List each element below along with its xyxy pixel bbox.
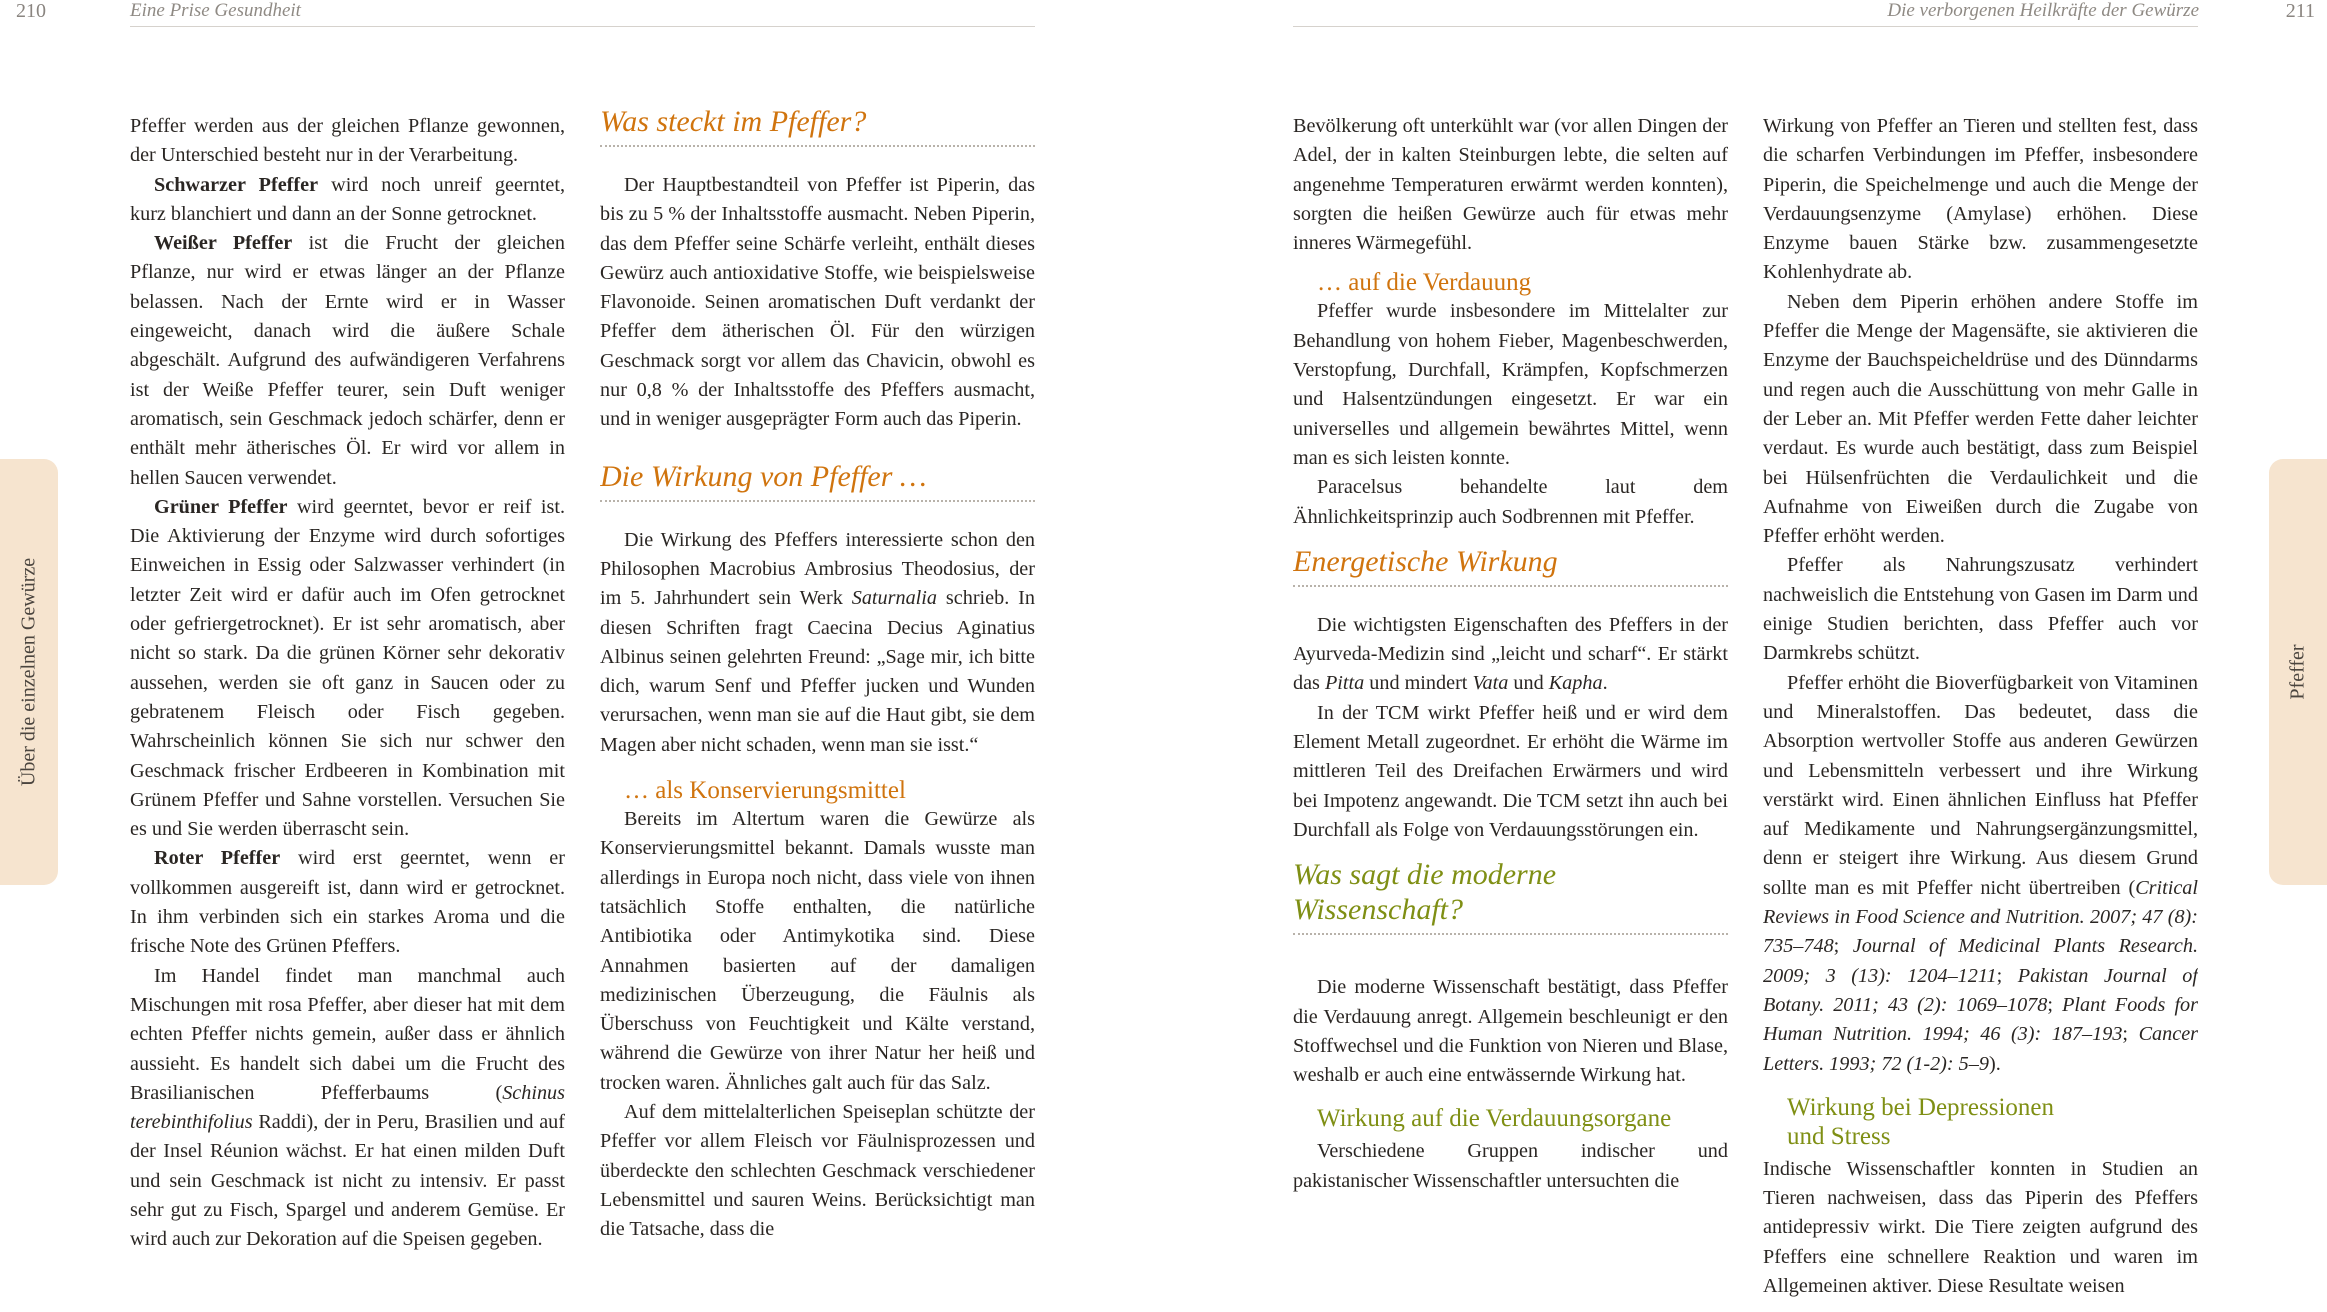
subsection-heading: Wirkung auf die Verdauungsorgane	[1317, 1105, 1672, 1133]
section-heading: Die Wirkung von Pfeffer …	[600, 459, 1035, 502]
work-title: Saturnalia	[851, 587, 937, 610]
header-rule-right	[1293, 26, 2198, 27]
section-heading: Energetische Wirkung	[1293, 544, 1728, 587]
paragraph: Schwarzer Pfeffer wird noch unreif geerntet, kurz blanchiert und dann an der Sonne getrocknet.	[130, 173, 565, 225]
paragraph: Der Hauptbestandteil von Pfeffer ist Piperin, das bis zu 5 % der Inhaltsstoffe ausmacht. Neben Piperin, das dem Pfeffer seine Schärfe verleiht, enthält dieses Gewürz auch antioxidative Stoffe, wie beispielsweise Flavonoide. Seinen aromatischen Duft verdankt der Pfeffer dem ätherischen Öl. Für den würzigen Geschmack sorgt vor allem das Chavicin, obwohl es nur 0,8 % der Inhaltsstoffe des Pfeffers ausmacht, und in weniger ausgeprägter Form auch das Piperin.	[600, 174, 1035, 431]
paragraph: Die wichtigsten Eigenschaften des Pfeffers in der Ayurveda-Medizin sind „leicht und scharf“. Er stärkt das Pitta und mindert Vata und Kapha.	[1293, 613, 1728, 695]
paragraph: In der TCM wirkt Pfeffer heiß und er wird dem Element Metall zugeordnet. Er erhöht die Wärme im mittleren Teil des Dreifachen Erwärmers und wird bei Impotenz angewandt. Die TCM setzt ihn auch bei Durchfall als Folge von Verdauungsstörungen ein.	[1293, 701, 1728, 841]
paragraph: Pfeffer erhöht die Bioverfügbarkeit von Vitaminen und Mineralstoffen. Das bedeutet, dass die Absorption wertvoller Stoffe aus anderen Gewürzen und Lebensmitteln verbessert und ihre Wirkung verstärkt wird. Einen ähnlichen Einfluss hat Pfeffer auf Medikamente und Nahrungsergänzungsmittel, denn er steigert ihre Wirkung. Aus diesem Grund sollte man es mit Pfeffer nicht übertreiben (Critical Reviews in Food Science and Nutrition. 2007; 47 (8): 735–748; Journal of Medicinal Plants Research. 2009; 3 (13): 1204–1211; Pakistan Journal of Botany. 2011; 43 (2): 1069–1078; Plant Foods for Human Nutrition. 1994; 46 (3): 187–193; Cancer Letters. 1993; 72 (1-2): 5–9).	[1763, 671, 2198, 1075]
paragraph: Auf dem mittelalterlichen Speiseplan schützte der Pfeffer vor allem Fleisch vor Fäulnisprozessen und überdeckte den schlechten Geschmack verschiedener Lebensmittel und sauren Weins. Berücksichtigt man die Tatsache, dass die	[600, 1101, 1035, 1241]
reference: Critical Reviews in Food Science and Nutrition. 2007; 47 (8): 735–748	[1763, 876, 2198, 958]
section-tab-label: Pfeffer	[2286, 644, 2309, 700]
subsection-heading: … auf die Verdauung	[1317, 269, 1532, 297]
chapter-tab-label: Über die einzelnen Gewürze	[17, 557, 40, 787]
paragraph: Im Handel findet man manchmal auch Mischungen mit rosa Pfeffer, aber dieser hat mit dem echten Pfeffer nichts gemein, außer dass er ähnlich aussieht. Es handelt sich dabei um die Frucht des Brasilianischen Pfefferbaums (Schinus terebinthifolius Raddi), der in Peru, Brasilien und auf der Insel Réunion wächst. Er hat einen milden Duft und sein Geschmack ist nicht zu intensiv. Er passt sehr gut zu Fisch, Spargel und anderem Gemüse. Er wird auch zur Dekoration auf die Speisen gegeben.	[130, 964, 565, 1251]
paragraph: Neben dem Piperin erhöhen andere Stoffe im Pfeffer die Menge der Magensäfte, sie aktivieren die Enzyme der Bauchspeicheldrüse und des Dünndarms und regen auch die Ausschüttung von mehr Galle in der Leber an. Mit Pfeffer werden Fette daher leichter verdaut. Es wurde auch bestätigt, dass zum Beispiel bei Hülsenfrüchten die Verdaulichkeit und die Aufnahme von Eiweißen durch die Zugabe von Pfeffer erhöht werden.	[1763, 290, 2198, 548]
reference: Plant Foods for Human Nutrition. 1994; 46 (3): 187–193	[1763, 993, 2198, 1046]
paragraph: Roter Pfeffer wird erst geerntet, wenn er vollkommen ausgereift ist, dann wird er getrocknet. In ihm verbinden sich ein starkes Aroma und die frische Note des Grünen Pfeffers.	[130, 847, 565, 958]
paragraph: Bevölkerung oft unterkühlt war (vor allen Dingen der Adel, der in kalten Steinburgen lebte, die selten auf angenehme Temperaturen erwärmt werden konnten), sorgten die heißen Gewürze auch für etwas mehr inneres Wärmegefühl.	[1293, 115, 1728, 255]
section-heading: Was sagt die moderne Wissenschaft?	[1293, 857, 1728, 935]
chapter-tab-left	[0, 459, 58, 885]
page-number-right: 211	[2285, 0, 2315, 22]
section-tab-right	[2269, 459, 2327, 885]
header-rule-left	[130, 26, 1035, 27]
text-column-4	[1763, 112, 2198, 1312]
text-column-2	[600, 104, 1035, 1304]
paragraph: Paracelsus behandelte laut dem Ähnlichkeitsprinzip auch Sodbrennen mit Pfeffer.	[1293, 476, 1728, 528]
paragraph: Pfeffer als Nahrungszusatz verhindert nachweislich die Entstehung von Gasen im Darm und einige Studien berichten, dass Pfeffer auch vor Darmkrebs schützt.	[1763, 554, 2198, 665]
reference: Journal of Medicinal Plants Research. 2009; 3 (13): 1204–1211	[1763, 935, 2198, 987]
section-heading: Was steckt im Pfeffer?	[600, 104, 1035, 147]
paragraph: Verschiedene Gruppen indischer und pakistanischer Wissenschaftler untersuchten die	[1293, 1140, 1728, 1192]
term: Weißer Pfeffer	[154, 232, 293, 255]
page-number-left: 210	[16, 0, 46, 22]
paragraph: Pfeffer wurde insbesondere im Mittelalter zur Behandlung von hohem Fieber, Magenbeschwerden, Verstopfung, Durchfall, Krämpfen, Kopfschmerzen und Halsentzündungen eingesetzt. Er war ein universelles und allgemein bewährtes Mittel, wenn man es sich leisten konnte.	[1293, 300, 1728, 469]
reference: Pakistan Journal of Botany. 2011; 43 (2): 1069–1078	[1763, 964, 2198, 1016]
text-column-1	[130, 112, 565, 1312]
subsection-heading: Wirkung bei Depressionen und Stress	[1787, 1093, 2054, 1150]
paragraph: Die moderne Wissenschaft bestätigt, dass Pfeffer die Verdauung anregt. Allgemein beschleunigt er den Stoffwechsel und die Funktion von Nieren und Blase, weshalb er auch eine entwässernde Wirkung hat.	[1293, 976, 1728, 1087]
text-column-3	[1293, 112, 1728, 1312]
paragraph: Indische Wissenschaftler konnten in Studien an Tieren nachweisen, dass das Piperin des Pfeffers antidepressiv wirkt. Die Tiere zeigten aufgrund des Pfeffers eine schnellere Reaktion und waren im Allgemeinen aktiver. Diese Resultate weisen	[1763, 1157, 2198, 1297]
paragraph: Grüner Pfeffer wird geerntet, bevor er reif ist. Die Aktivierung der Enzyme wird durch sofortiges Einweichen in Essig oder Salzwasser verhindert (in letzter Zeit wird er dafür auch im Ofen getrocknet oder gefriergetrocknet). Er ist sehr aromatisch, aber nicht so stark. Da die grünen Körner sehr dekorativ aussehen, werden sie oft ganz in Saucen oder zu gebratenem Fleisch oder Fisch gegeben. Wahrscheinlich können Sie sich nur schwer den Geschmack frischer Erdbeeren in Kombination mit Grünem Pfeffer und Sahne vorstellen. Versuchen Sie es und Sie werden überrascht sein.	[130, 495, 565, 841]
reference: Cancer Letters. 1993; 72 (1-2): 5–9	[1763, 1023, 2198, 1075]
paragraph: Weißer Pfeffer ist die Frucht der gleichen Pflanze, nur wird er etwas länger an der Pflanze belassen. Nach der Ernte wird er in Wasser eingeweicht, danach wird die äußere Schale abgeschält. Aufgrund des aufwändigeren Verfahrens ist der Weiße Pfeffer teurer, sein Duft weniger aromatisch, sein Geschmack jedoch schärfer, denn er enthält mehr ätherisches Öl. Er wird vor allem in hellen Saucen verwendet.	[130, 232, 565, 489]
paragraph: Bereits im Altertum waren die Gewürze als Konservierungsmittel bekannt. Damals wusste man allerdings in Europa noch nicht, dass viele von ihnen tatsächlich Stoffe enthalten, die natürliche Antibiotika oder Antimykotika sind. Diese Annahmen basierten auf der damaligen medizinischen Überzeugung, die Fäulnis als Überschuss von Feuchtigkeit und Kälte verstand, während die Gewürze von ihrer Natur her heiß und trocken waren. Ähnliches galt auch für das Salz.	[600, 808, 1035, 1094]
term: Roter Pfeffer	[154, 847, 281, 870]
subsection-heading: … als Konservierungsmittel	[624, 777, 906, 805]
paragraph: Wirkung von Pfeffer an Tieren und stellten fest, dass die scharfen Verbindungen im Pfeffer, insbesondere Piperin, die Speichelmenge und auch die Menge der Verdauungsenzyme (Amylase) erhöhen. Diese Enzyme bauen Stärke bzw. zusammengesetzte Kohlenhydrate ab.	[1763, 115, 2198, 284]
paragraph: Pfeffer werden aus der gleichen Pflanze gewonnen, der Unterschied besteht nur in der Verarbeitung.	[130, 115, 565, 167]
term: Grüner Pfeffer	[154, 495, 288, 518]
term: Schwarzer Pfeffer	[154, 173, 319, 196]
latin-name: Schinus terebinthifolius	[130, 1081, 565, 1134]
running-head-right: Die verborgenen Heilkräfte der Gewürze	[1887, 0, 2199, 21]
paragraph: Die Wirkung des Pfeffers interessierte schon den Philosophen Macrobius Ambrosius Theodosius, der im 5. Jahrhundert sein Werk Saturnalia schrieb. In diesen Schriften fragt Caecina Decius Aginatius Albinus seinen gelehrten Freund: „Sage mir, ich bitte dich, warum Senf und Pfeffer jucken und Wunden verursachen, wenn man sie auf die Haut gibt, sie dem Magen aber nicht schaden, wenn man sie isst.“	[600, 528, 1035, 756]
running-head-left: Eine Prise Gesundheit	[130, 0, 301, 21]
